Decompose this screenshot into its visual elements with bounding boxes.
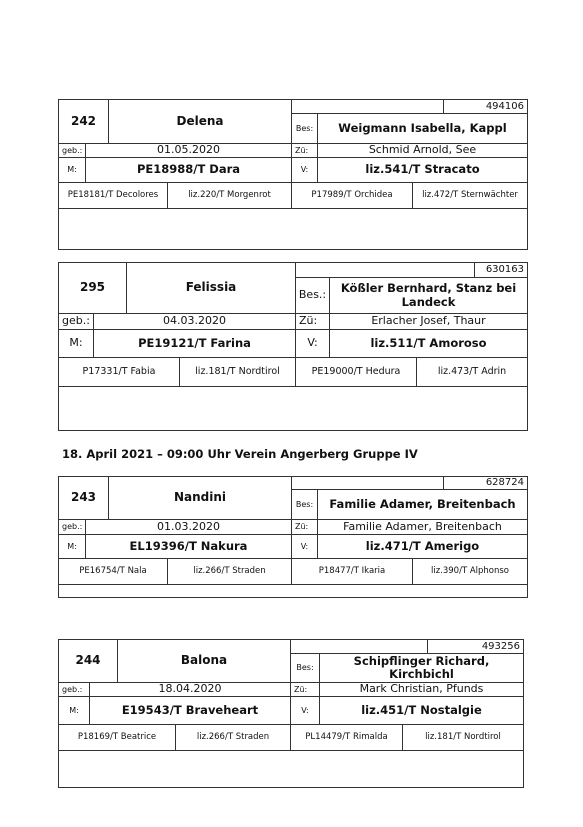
entry-card-243 — [58, 476, 528, 598]
owner-label: Bes: — [292, 114, 318, 143]
breeder-value: Familie Adamer, Breitenbach — [343, 520, 502, 533]
father-label: V: — [296, 330, 330, 357]
entry-card-295 — [58, 262, 528, 431]
birth-label: geb.: — [59, 314, 94, 329]
mother-label: M: — [59, 158, 86, 182]
animal-name: Balona — [180, 653, 228, 668]
ancestor-1: P17331/T Fabia — [59, 358, 180, 386]
ancestor-3: P18477/T Ikaria — [292, 559, 413, 584]
entry-number: 242 — [59, 100, 109, 143]
mother-value: PE19121/T Farina — [94, 330, 296, 357]
breeder-label: Zü: — [292, 520, 318, 534]
animal-name: Felissia — [185, 280, 237, 295]
father-value: liz.511/T Amoroso — [370, 335, 487, 350]
birth-label: geb.: — [59, 520, 86, 534]
mother-value: PE18988/T Dara — [86, 158, 292, 182]
owner-value: Kößler Bernhard, Stanz bei Landeck — [340, 281, 517, 309]
notes-area — [59, 387, 527, 430]
ancestor-2: liz.266/T Straden — [168, 559, 292, 584]
ancestor-1: PE18181/T Decolores — [59, 183, 168, 208]
ancestor-2: liz.266/T Straden — [176, 725, 291, 750]
breeder-label: Zü: — [296, 314, 330, 329]
ancestor-4: liz.473/T Adrin — [437, 365, 507, 377]
birth-date: 01.05.2020 — [86, 144, 292, 157]
father-value: liz.541/T Stracato — [365, 162, 480, 177]
father-value: liz.471/T Amerigo — [365, 538, 480, 553]
father-label: V: — [292, 535, 318, 558]
ancestor-3: PE19000/T Hedura — [296, 358, 417, 386]
group-heading: 18. April 2021 – 09:00 Uhr Verein Angerberg Gruppe IV — [62, 447, 418, 461]
birth-label: geb.: — [59, 683, 90, 696]
birth-date: 01.03.2020 — [86, 520, 292, 534]
breeder-label: Zü: — [291, 683, 320, 696]
father-value: liz.451/T Nostalgie — [361, 702, 482, 717]
owner-value: Schipflinger Richard, Kirchbichl — [353, 654, 490, 681]
registration-id: 494106 — [485, 100, 524, 112]
breeder-label: Zü: — [292, 144, 318, 157]
ancestor-2: liz.181/T Nordtirol — [180, 358, 296, 386]
owner-label: Bes: — [291, 654, 320, 682]
father-label: V: — [291, 697, 320, 724]
registration-id: 493256 — [481, 640, 520, 652]
notes-area — [59, 751, 523, 787]
animal-name: Nandini — [173, 490, 227, 505]
notes-area — [59, 209, 527, 249]
registration-id: 630163 — [485, 264, 524, 276]
entry-number: 243 — [59, 477, 109, 519]
owner-label: Bes: — [292, 490, 318, 519]
mother-value: EL19396/T Nakura — [86, 535, 292, 558]
entry-number: 295 — [59, 263, 127, 313]
registration-id: 628724 — [485, 477, 524, 489]
birth-date: 04.03.2020 — [94, 314, 296, 329]
ancestor-3: P17989/T Orchidea — [292, 183, 413, 208]
ancestor-4: liz.390/T Alphonso — [430, 565, 510, 576]
owner-value: Familie Adamer, Breitenbach — [329, 496, 516, 511]
ancestor-4: liz.472/T Sternwächter — [422, 189, 518, 200]
entry-card-242 — [58, 99, 528, 250]
animal-name: Delena — [176, 113, 224, 128]
birth-date: 18.04.2020 — [90, 683, 291, 696]
ancestor-4: liz.181/T Nordtirol — [425, 731, 501, 742]
entry-card-244 — [58, 639, 524, 788]
mother-value: E19543/T Braveheart — [90, 697, 291, 724]
ancestor-1: P18169/T Beatrice — [59, 725, 176, 750]
mother-label: M: — [59, 535, 86, 558]
ancestor-1: PE16754/T Nala — [59, 559, 168, 584]
father-label: V: — [292, 158, 318, 182]
ancestor-2: liz.220/T Morgenrot — [168, 183, 292, 208]
breeder-value: Mark Christian, Pfunds — [359, 683, 484, 696]
owner-value: Weigmann Isabella, Kappl — [338, 120, 507, 135]
mother-label: M: — [59, 697, 90, 724]
notes-area — [59, 585, 527, 597]
birth-label: geb.: — [59, 144, 86, 157]
owner-label: Bes.: — [296, 278, 330, 313]
mother-label: M: — [59, 330, 94, 357]
breeder-value: Erlacher Josef, Thaur — [371, 314, 486, 328]
breeder-value: Schmid Arnold, See — [368, 144, 477, 157]
entry-number: 244 — [59, 640, 118, 682]
ancestor-3: PL14479/T Rimalda — [291, 725, 403, 750]
